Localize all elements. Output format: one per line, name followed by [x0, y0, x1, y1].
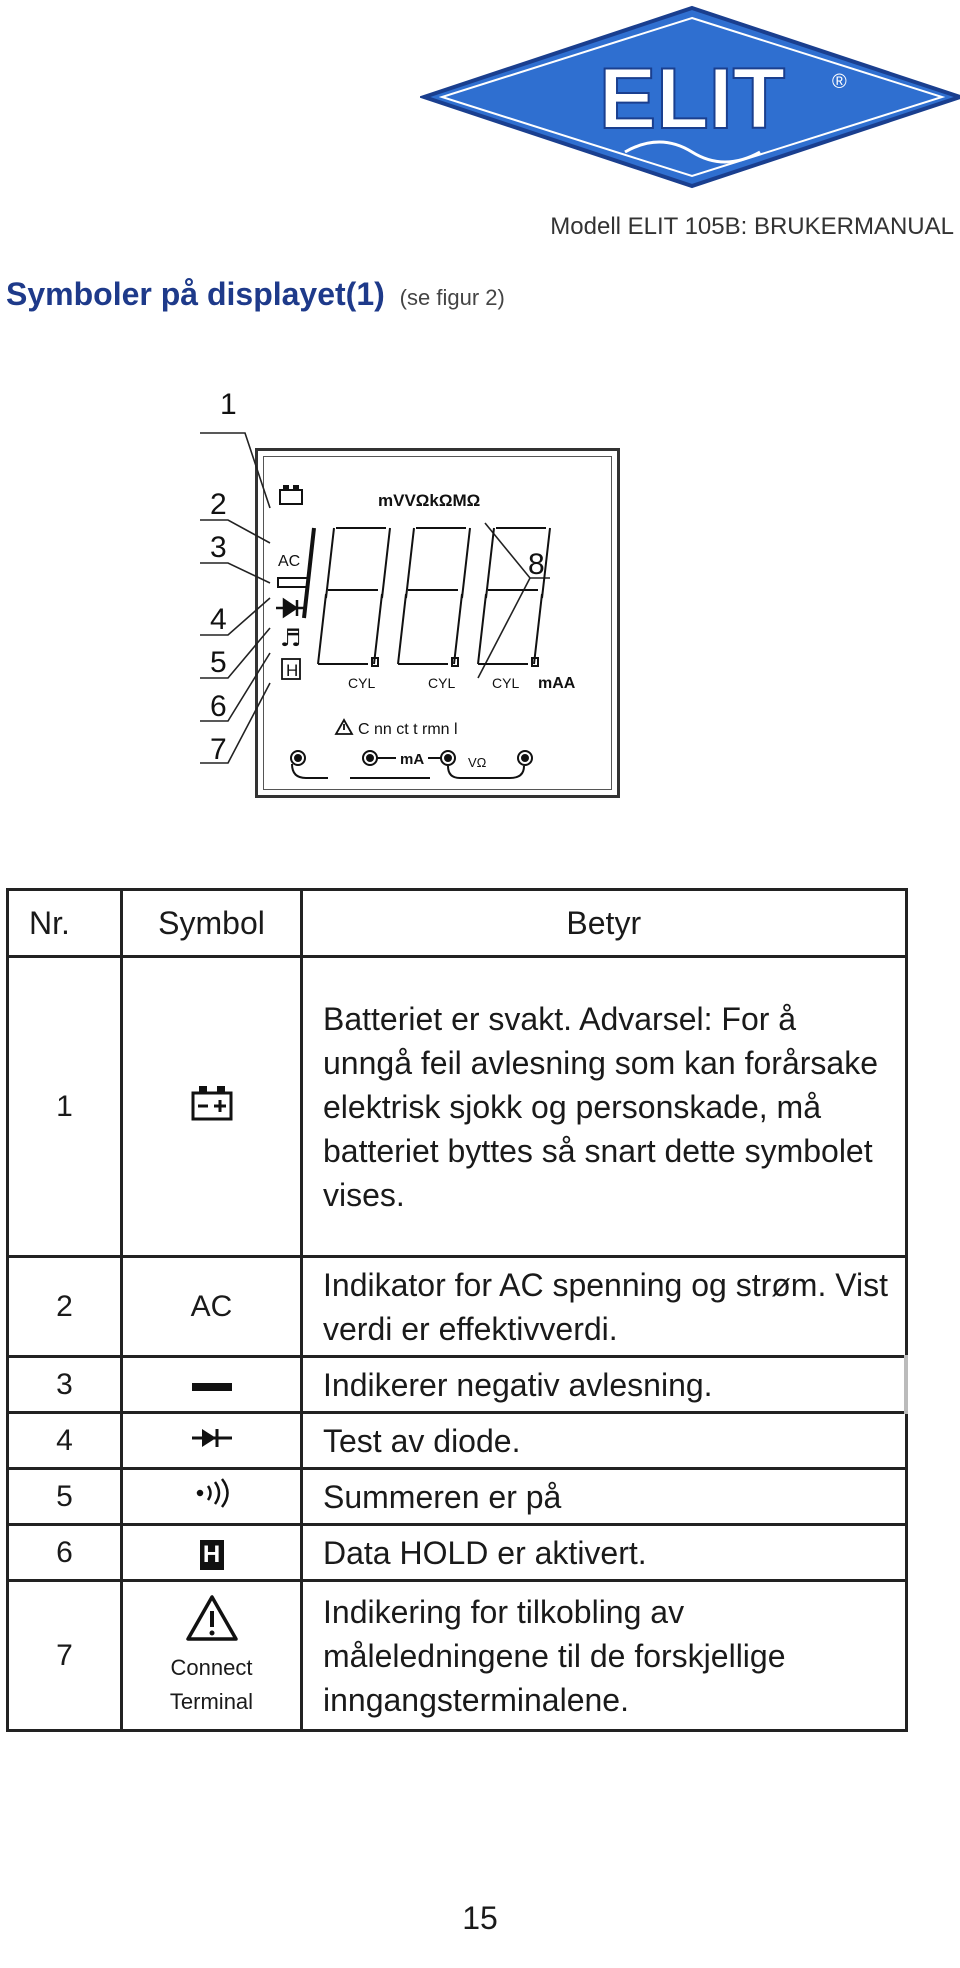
- minus-bar-icon: [122, 1357, 302, 1413]
- callout-1: 1: [220, 388, 237, 421]
- symbol-table: [6, 888, 908, 1732]
- lcd-cyl-1: CYL: [348, 675, 376, 691]
- lcd-connect-text: C nn ct t rmn l: [358, 721, 458, 738]
- header-symbol: Symbol: [122, 890, 302, 957]
- row-number: 4: [8, 1413, 122, 1469]
- figure-reference: (se figur 2): [399, 285, 505, 310]
- callout-6: 6: [210, 690, 227, 723]
- lcd-digits: [304, 528, 550, 666]
- row-number: 3: [8, 1357, 122, 1413]
- row-number: 6: [8, 1525, 122, 1581]
- elit-logo: [420, 4, 960, 190]
- lcd-battery-icon: [280, 486, 302, 504]
- row-number: 5: [8, 1469, 122, 1525]
- hold-letter: H: [200, 1540, 224, 1570]
- lcd-terminal-v: VΩ: [468, 755, 487, 770]
- logo-wordmark: ELIT: [598, 51, 786, 147]
- lcd-minus-bar: [278, 578, 308, 587]
- lcd-cyl-3: CYL: [492, 675, 520, 691]
- diode-icon: [122, 1413, 302, 1469]
- section-title-text: Symboler på displayet(1): [6, 276, 385, 312]
- table-row: [8, 1257, 907, 1357]
- table-row: [8, 1581, 907, 1731]
- connect-label: Connect: [170, 1654, 253, 1680]
- row-description: Batteriet er svakt. Advarsel: For å unngå feil avlesning som kan forårsake elektrisk sjokk og personskade, må batteriet byttes så snart dette symbolet vises.: [302, 957, 907, 1257]
- row-number: 1: [8, 957, 122, 1257]
- battery-icon: [122, 957, 302, 1257]
- lcd-display-figure: [200, 388, 620, 798]
- buzzer-icon: [122, 1469, 302, 1525]
- lcd-ac-label: AC: [278, 553, 301, 570]
- hold-icon: [122, 1525, 302, 1581]
- row-description: Indikerer negativ avlesning.: [302, 1357, 907, 1413]
- lcd-units-top: mVVΩkΩMΩ: [378, 491, 481, 510]
- table-row: [8, 1525, 907, 1581]
- warning-triangle-icon: [184, 1593, 240, 1643]
- row-number: 2: [8, 1257, 122, 1357]
- lcd-hold-letter: H: [286, 661, 299, 680]
- row-number: 7: [8, 1581, 122, 1731]
- section-title: [6, 276, 505, 313]
- page-number: 15: [462, 1900, 498, 1936]
- table-header-row: [8, 890, 907, 957]
- table-row: [8, 957, 907, 1257]
- terminal-label: Terminal: [169, 1688, 254, 1714]
- table-row: [8, 1413, 907, 1469]
- callout-4: 4: [210, 603, 227, 636]
- warning-triangle-cell: [122, 1581, 302, 1731]
- row-description: Data HOLD er aktivert.: [302, 1525, 907, 1581]
- ac-symbol: AC: [122, 1257, 302, 1357]
- model-header: Modell ELIT 105B: BRUKERMANUAL: [550, 213, 954, 240]
- callout-3: 3: [210, 531, 227, 564]
- header-meaning: Betyr: [302, 890, 907, 957]
- row-description: Indikator for AC spenning og strøm. Vist verdi er effektivverdi.: [302, 1257, 907, 1357]
- logo-registered-mark: ®: [832, 71, 847, 93]
- table-row: [8, 1469, 907, 1525]
- lcd-units-bottom: mAA: [538, 675, 576, 692]
- callout-8: 8: [528, 548, 545, 581]
- callout-2: 2: [210, 488, 227, 521]
- lcd-diode-icon: [276, 600, 306, 616]
- callout-5: 5: [210, 646, 227, 679]
- row-description: Test av diode.: [302, 1413, 907, 1469]
- lcd-buzzer-icon: ♬: [280, 624, 302, 652]
- lcd-terminal-ma: mA: [400, 751, 425, 768]
- lcd-warning-icon: [336, 720, 352, 734]
- callout-7: 7: [210, 733, 227, 766]
- header-nr: Nr.: [8, 890, 122, 957]
- lcd-drawing: [200, 388, 620, 798]
- row-description: Summeren er på: [302, 1469, 907, 1525]
- row-description: Indikering for tilkobling av måleledningene til de forskjellige inngangsterminalene.: [302, 1581, 907, 1731]
- table-row: [8, 1357, 907, 1413]
- lcd-cyl-2: CYL: [428, 675, 456, 691]
